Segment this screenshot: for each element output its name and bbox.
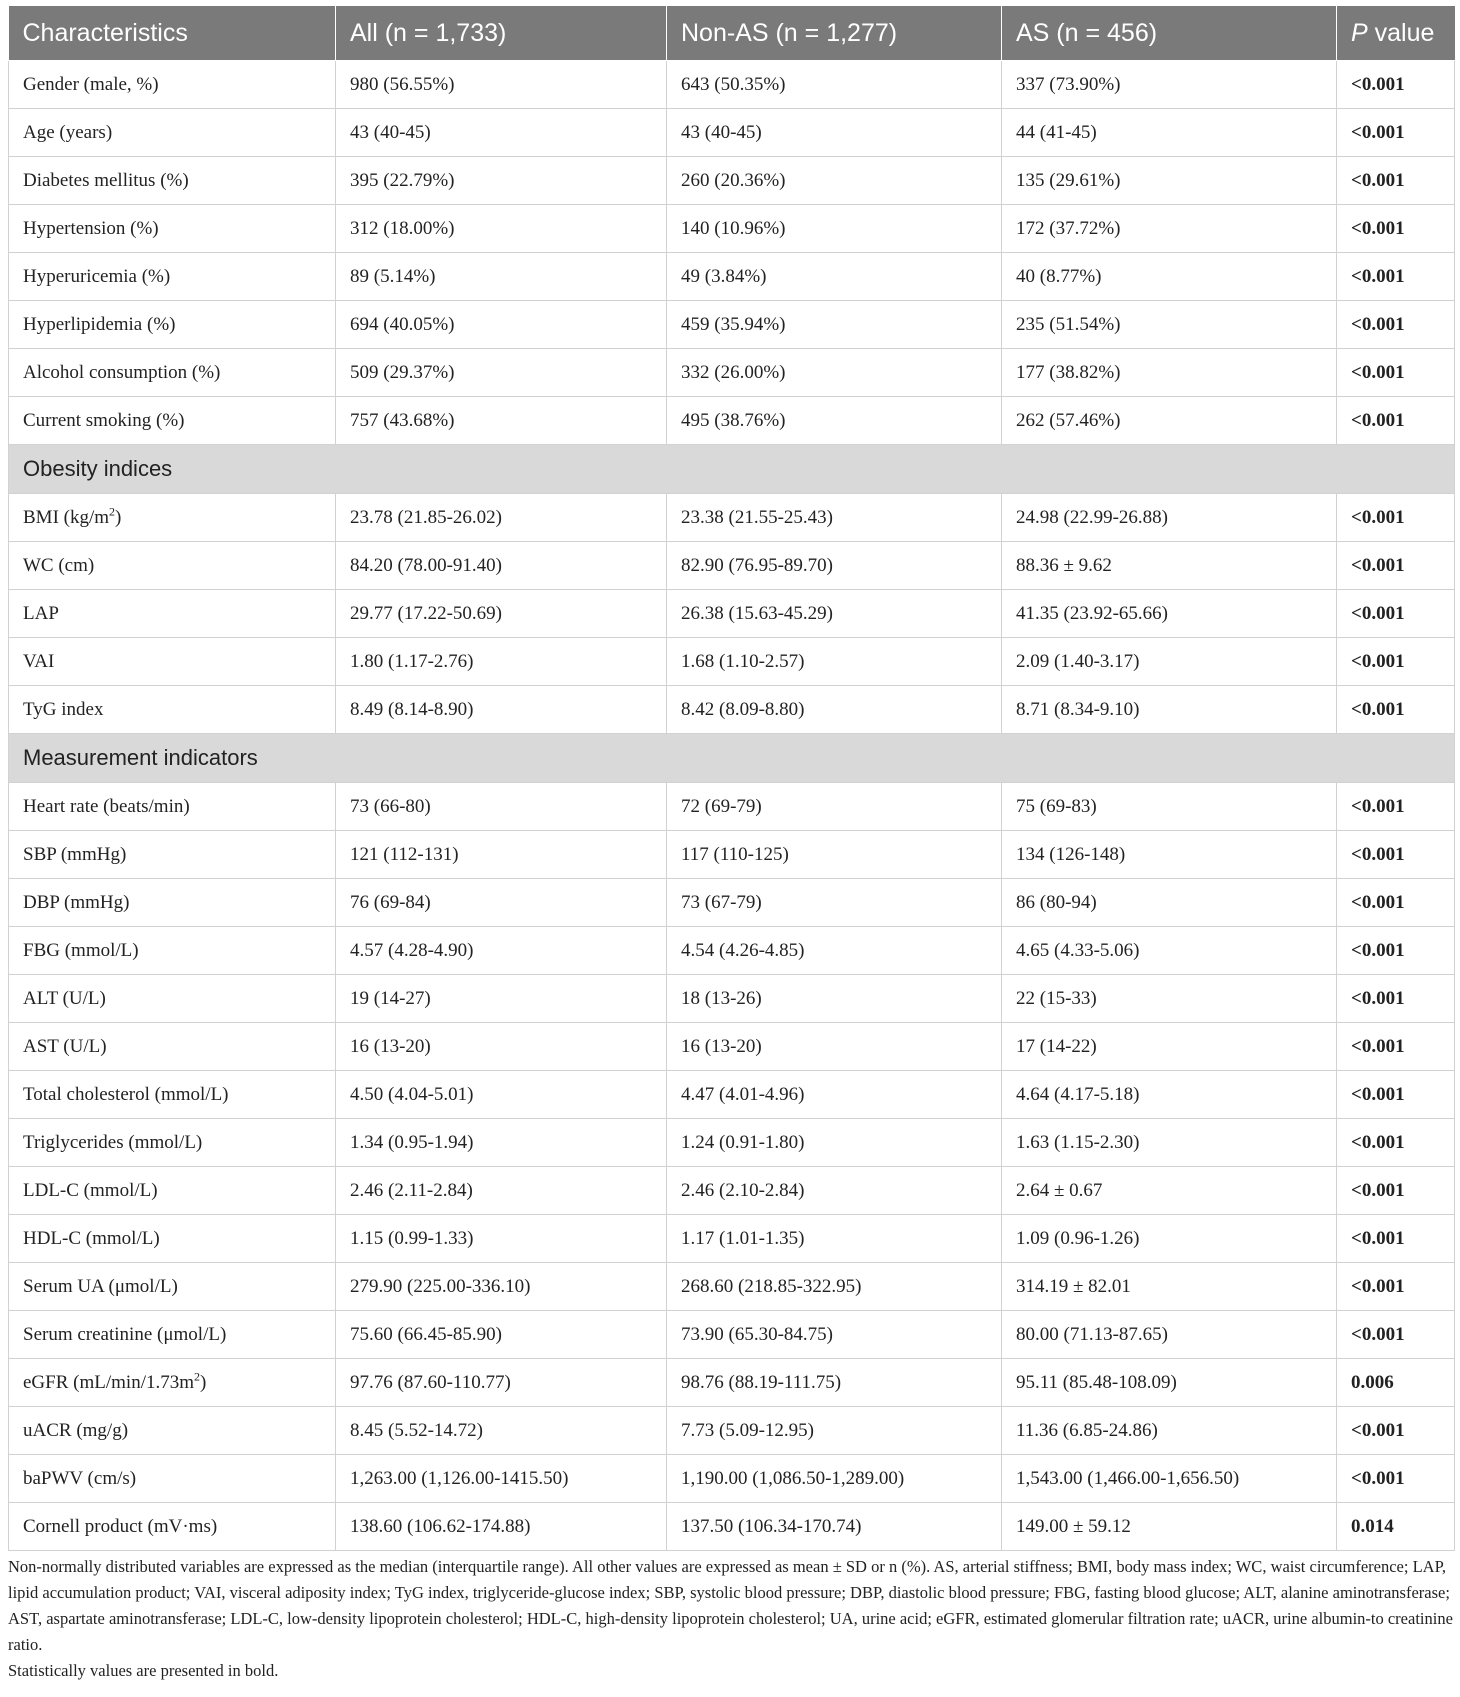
cell-all: 4.57 (4.28-4.90) (336, 927, 667, 975)
cell-non-as: 137.50 (106.34-170.74) (667, 1503, 1002, 1551)
cell-all: 8.49 (8.14-8.90) (336, 686, 667, 734)
cell-as: 172 (37.72%) (1002, 205, 1337, 253)
cell-as: 1.09 (0.96-1.26) (1002, 1215, 1337, 1263)
header-p-rest: value (1367, 18, 1435, 47)
cell-p-value: <0.001 (1337, 494, 1455, 542)
cell-all: 84.20 (78.00-91.40) (336, 542, 667, 590)
row-label: Heart rate (beats/min) (9, 783, 336, 831)
cell-all: 980 (56.55%) (336, 61, 667, 109)
row-label: Hyperlipidemia (%) (9, 301, 336, 349)
cell-as: 86 (80-94) (1002, 879, 1337, 927)
cell-non-as: 1,190.00 (1,086.50-1,289.00) (667, 1455, 1002, 1503)
cell-p-value: <0.001 (1337, 783, 1455, 831)
cell-all: 2.46 (2.11-2.84) (336, 1167, 667, 1215)
table-row (9, 205, 1455, 253)
cell-non-as: 268.60 (218.85-322.95) (667, 1263, 1002, 1311)
table-row (9, 1455, 1455, 1503)
cell-p-value: <0.001 (1337, 1023, 1455, 1071)
cell-all: 16 (13-20) (336, 1023, 667, 1071)
cell-all: 43 (40-45) (336, 109, 667, 157)
cell-p-value: <0.001 (1337, 638, 1455, 686)
cell-all: 509 (29.37%) (336, 349, 667, 397)
header-characteristics: Characteristics (9, 6, 336, 61)
table-row (9, 109, 1455, 157)
row-label: Age (years) (9, 109, 336, 157)
header-p-italic: P (1351, 18, 1368, 47)
cell-non-as: 43 (40-45) (667, 109, 1002, 157)
table-row (9, 1215, 1455, 1263)
cell-p-value: <0.001 (1337, 879, 1455, 927)
cell-non-as: 260 (20.36%) (667, 157, 1002, 205)
egfr-label-text: eGFR (mL/min/1.73m (23, 1371, 194, 1393)
footnote-abbreviations: Non-normally distributed variables are expressed as the median (interquartile range). All other values are expressed as mean ± SD or n (%). AS, arterial stiffness; BMI, body mass index; WC, waist circumference; LAP, lipid accumulation product; VAI, visceral adiposity index; TyG index, triglyceride-glucose index; SBP, systolic blood pressure; DBP, diastolic blood pressure; FBG, fasting blood glucose; ALT, alanine aminotransferase; AST, aspartate aminotransferase; LDL-C, low-density lipoprotein cholesterol; HDL-C, high-density lipoprotein cholesterol; UA, urine acid; eGFR, estimated glomerular filtration rate; uACR, urine albumin-to creatinine ratio. (8, 1557, 1453, 1654)
cell-as: 2.09 (1.40-3.17) (1002, 638, 1337, 686)
table-row (9, 1119, 1455, 1167)
cell-p-value: <0.001 (1337, 831, 1455, 879)
row-label-bmi (9, 494, 336, 542)
cell-p-value: <0.001 (1337, 542, 1455, 590)
row-label: TyG index (9, 686, 336, 734)
table-row (9, 783, 1455, 831)
cell-non-as: 73 (67-79) (667, 879, 1002, 927)
row-label: Gender (male, %) (9, 61, 336, 109)
header-non-as: Non-AS (n = 1,277) (667, 6, 1002, 61)
cell-p-value: <0.001 (1337, 1167, 1455, 1215)
cell-as: 17 (14-22) (1002, 1023, 1337, 1071)
table-container (8, 6, 1454, 1551)
cell-p-value: <0.001 (1337, 253, 1455, 301)
table-row (9, 253, 1455, 301)
table-row (9, 686, 1455, 734)
cell-all: 4.50 (4.04-5.01) (336, 1071, 667, 1119)
cell-non-as: 23.38 (21.55-25.43) (667, 494, 1002, 542)
cell-all: 1,263.00 (1,126.00-1415.50) (336, 1455, 667, 1503)
table-row (9, 1311, 1455, 1359)
header-all: All (n = 1,733) (336, 6, 667, 61)
cell-as: 75 (69-83) (1002, 783, 1337, 831)
cell-non-as: 16 (13-20) (667, 1023, 1002, 1071)
cell-as: 11.36 (6.85-24.86) (1002, 1407, 1337, 1455)
cell-as: 24.98 (22.99-26.88) (1002, 494, 1337, 542)
cell-p-value: <0.001 (1337, 1119, 1455, 1167)
cell-as: 135 (29.61%) (1002, 157, 1337, 205)
section-title-measurement: Measurement indicators (9, 734, 1455, 783)
cell-as: 177 (38.82%) (1002, 349, 1337, 397)
cell-p-value: <0.001 (1337, 109, 1455, 157)
bmi-label-end: ) (115, 506, 122, 528)
cell-non-as: 18 (13-26) (667, 975, 1002, 1023)
row-label: AST (U/L) (9, 1023, 336, 1071)
cell-all: 76 (69-84) (336, 879, 667, 927)
cell-p-value: <0.001 (1337, 1071, 1455, 1119)
cell-all: 23.78 (21.85-26.02) (336, 494, 667, 542)
header-p-value (1337, 6, 1455, 61)
cell-p-value: <0.001 (1337, 157, 1455, 205)
cell-as: 1.63 (1.15-2.30) (1002, 1119, 1337, 1167)
table-row (9, 590, 1455, 638)
cell-all: 138.60 (106.62-174.88) (336, 1503, 667, 1551)
row-label: baPWV (cm/s) (9, 1455, 336, 1503)
section-row-obesity (9, 445, 1455, 494)
cell-all: 97.76 (87.60-110.77) (336, 1359, 667, 1407)
cell-p-value: <0.001 (1337, 397, 1455, 445)
row-label: LAP (9, 590, 336, 638)
cell-non-as: 643 (50.35%) (667, 61, 1002, 109)
cell-all: 1.80 (1.17-2.76) (336, 638, 667, 686)
table-footnote (8, 1554, 1454, 1684)
cell-non-as: 1.68 (1.10-2.57) (667, 638, 1002, 686)
table-row (9, 1503, 1455, 1551)
table-row (9, 349, 1455, 397)
cell-p-value: 0.006 (1337, 1359, 1455, 1407)
cell-as: 1,543.00 (1,466.00-1,656.50) (1002, 1455, 1337, 1503)
cell-as: 8.71 (8.34-9.10) (1002, 686, 1337, 734)
cell-non-as: 49 (3.84%) (667, 253, 1002, 301)
row-label: Total cholesterol (mmol/L) (9, 1071, 336, 1119)
table-row (9, 542, 1455, 590)
cell-non-as: 26.38 (15.63-45.29) (667, 590, 1002, 638)
cell-as: 44 (41-45) (1002, 109, 1337, 157)
cell-non-as: 117 (110-125) (667, 831, 1002, 879)
cell-non-as: 495 (38.76%) (667, 397, 1002, 445)
header-row (9, 6, 1455, 61)
row-label: VAI (9, 638, 336, 686)
cell-p-value: <0.001 (1337, 1311, 1455, 1359)
cell-all: 29.77 (17.22-50.69) (336, 590, 667, 638)
cell-p-value: <0.001 (1337, 686, 1455, 734)
table-row (9, 1263, 1455, 1311)
table-row (9, 494, 1455, 542)
cell-as: 88.36 ± 9.62 (1002, 542, 1337, 590)
cell-all: 694 (40.05%) (336, 301, 667, 349)
bmi-superscript: 2 (109, 504, 116, 519)
cell-non-as: 2.46 (2.10-2.84) (667, 1167, 1002, 1215)
cell-all: 89 (5.14%) (336, 253, 667, 301)
cell-all: 75.60 (66.45-85.90) (336, 1311, 667, 1359)
row-label: LDL-C (mmol/L) (9, 1167, 336, 1215)
row-label-egfr (9, 1359, 336, 1407)
cell-all: 73 (66-80) (336, 783, 667, 831)
table-row (9, 1023, 1455, 1071)
cell-as: 22 (15-33) (1002, 975, 1337, 1023)
cell-p-value: <0.001 (1337, 205, 1455, 253)
table-row (9, 879, 1455, 927)
row-label: Serum UA (μmol/L) (9, 1263, 336, 1311)
cell-non-as: 332 (26.00%) (667, 349, 1002, 397)
cell-non-as: 459 (35.94%) (667, 301, 1002, 349)
table-row (9, 397, 1455, 445)
cell-as: 41.35 (23.92-65.66) (1002, 590, 1337, 638)
cell-p-value: <0.001 (1337, 590, 1455, 638)
cell-all: 121 (112-131) (336, 831, 667, 879)
row-label: Alcohol consumption (%) (9, 349, 336, 397)
cell-as: 235 (51.54%) (1002, 301, 1337, 349)
egfr-label-end: ) (200, 1371, 207, 1393)
cell-all: 312 (18.00%) (336, 205, 667, 253)
cell-as: 2.64 ± 0.67 (1002, 1167, 1337, 1215)
cell-non-as: 140 (10.96%) (667, 205, 1002, 253)
row-label: Hyperuricemia (%) (9, 253, 336, 301)
cell-non-as: 4.54 (4.26-4.85) (667, 927, 1002, 975)
cell-all: 19 (14-27) (336, 975, 667, 1023)
cell-as: 262 (57.46%) (1002, 397, 1337, 445)
row-label: ALT (U/L) (9, 975, 336, 1023)
cell-non-as: 98.76 (88.19-111.75) (667, 1359, 1002, 1407)
row-label: uACR (mg/g) (9, 1407, 336, 1455)
cell-as: 314.19 ± 82.01 (1002, 1263, 1337, 1311)
cell-non-as: 1.17 (1.01-1.35) (667, 1215, 1002, 1263)
table-row (9, 1167, 1455, 1215)
cell-p-value: <0.001 (1337, 349, 1455, 397)
cell-all: 1.34 (0.95-1.94) (336, 1119, 667, 1167)
characteristics-table (8, 6, 1455, 1551)
table-row (9, 638, 1455, 686)
cell-non-as: 4.47 (4.01-4.96) (667, 1071, 1002, 1119)
row-label: Triglycerides (mmol/L) (9, 1119, 336, 1167)
table-row (9, 831, 1455, 879)
cell-p-value: <0.001 (1337, 1455, 1455, 1503)
row-label: Hypertension (%) (9, 205, 336, 253)
table-row (9, 927, 1455, 975)
row-label: SBP (mmHg) (9, 831, 336, 879)
row-label: HDL-C (mmol/L) (9, 1215, 336, 1263)
header-as: AS (n = 456) (1002, 6, 1337, 61)
cell-non-as: 72 (69-79) (667, 783, 1002, 831)
table-row (9, 1407, 1455, 1455)
egfr-superscript: 2 (194, 1369, 200, 1384)
cell-all: 8.45 (5.52-14.72) (336, 1407, 667, 1455)
cell-as: 134 (126-148) (1002, 831, 1337, 879)
section-row-measurement (9, 734, 1455, 783)
cell-all: 1.15 (0.99-1.33) (336, 1215, 667, 1263)
table-row (9, 1359, 1455, 1407)
footnote-bold-note: Statistically values are presented in bold. (8, 1661, 279, 1680)
row-label: Serum creatinine (μmol/L) (9, 1311, 336, 1359)
bmi-label-text: BMI (kg/m (23, 506, 110, 528)
cell-as: 337 (73.90%) (1002, 61, 1337, 109)
cell-p-value: <0.001 (1337, 1263, 1455, 1311)
row-label: WC (cm) (9, 542, 336, 590)
cell-all: 395 (22.79%) (336, 157, 667, 205)
cell-p-value: 0.014 (1337, 1503, 1455, 1551)
row-label: Diabetes mellitus (%) (9, 157, 336, 205)
table-body (9, 61, 1455, 1551)
cell-p-value: <0.001 (1337, 1407, 1455, 1455)
table-row (9, 975, 1455, 1023)
row-label: Cornell product (mV·ms) (9, 1503, 336, 1551)
row-label: FBG (mmol/L) (9, 927, 336, 975)
cell-non-as: 8.42 (8.09-8.80) (667, 686, 1002, 734)
row-label: Current smoking (%) (9, 397, 336, 445)
cell-as: 95.11 (85.48-108.09) (1002, 1359, 1337, 1407)
table-row (9, 157, 1455, 205)
cell-p-value: <0.001 (1337, 1215, 1455, 1263)
cell-p-value: <0.001 (1337, 61, 1455, 109)
cell-as: 80.00 (71.13-87.65) (1002, 1311, 1337, 1359)
table-row (9, 301, 1455, 349)
cell-all: 279.90 (225.00-336.10) (336, 1263, 667, 1311)
cell-non-as: 7.73 (5.09-12.95) (667, 1407, 1002, 1455)
cell-as: 40 (8.77%) (1002, 253, 1337, 301)
cell-non-as: 73.90 (65.30-84.75) (667, 1311, 1002, 1359)
row-label: DBP (mmHg) (9, 879, 336, 927)
cell-p-value: <0.001 (1337, 301, 1455, 349)
cell-as: 4.65 (4.33-5.06) (1002, 927, 1337, 975)
cell-as: 4.64 (4.17-5.18) (1002, 1071, 1337, 1119)
cell-non-as: 82.90 (76.95-89.70) (667, 542, 1002, 590)
table-row (9, 61, 1455, 109)
section-title-obesity: Obesity indices (9, 445, 1455, 494)
cell-all: 757 (43.68%) (336, 397, 667, 445)
table-row (9, 1071, 1455, 1119)
cell-non-as: 1.24 (0.91-1.80) (667, 1119, 1002, 1167)
cell-as: 149.00 ± 59.12 (1002, 1503, 1337, 1551)
cell-p-value: <0.001 (1337, 927, 1455, 975)
cell-p-value: <0.001 (1337, 975, 1455, 1023)
